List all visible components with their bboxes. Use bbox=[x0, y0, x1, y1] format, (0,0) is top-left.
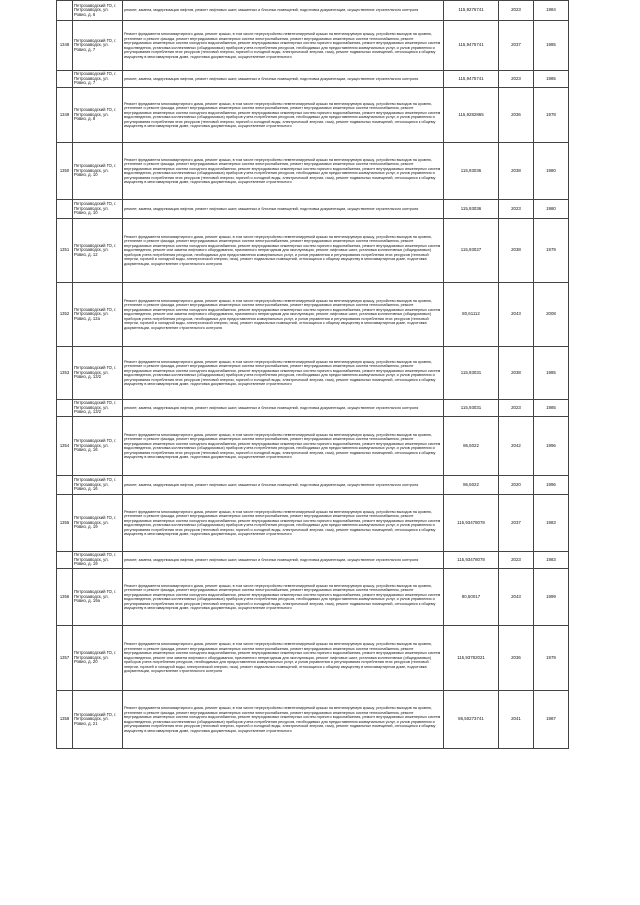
build-year-cell: 1985 bbox=[534, 400, 569, 417]
address-cell: Петрозаводский ГО, г. Петрозаводск, ул. Ровио, д. 13/2 bbox=[73, 347, 123, 400]
build-year-cell: 1987 bbox=[534, 691, 569, 749]
row-number-cell: 1354 bbox=[57, 417, 73, 476]
planned-year-cell: 2020 bbox=[499, 476, 534, 495]
work-type-cell: ремонт, замена, модернизация лифтов, ремонт лифтовых шахт, машинных и блочных помещений, подготовка документации, осуществление строительного контроля bbox=[123, 400, 444, 417]
build-year-cell: 1984 bbox=[534, 1, 569, 21]
area-value-cell: 115,93031 bbox=[444, 347, 499, 400]
planned-year-cell: 2043 bbox=[499, 569, 534, 626]
address-cell: Петрозаводский ГО, г. Петрозаводск, ул. Ровио, д. 21 bbox=[73, 691, 123, 749]
area-value-cell: 115,9282865 bbox=[444, 88, 499, 143]
planned-year-cell: 2037 bbox=[499, 495, 534, 552]
address-cell: Петрозаводский ГО, г. Петрозаводск, ул. Ровио, д. 6 bbox=[73, 1, 123, 21]
row-number-cell: 1350 bbox=[57, 143, 73, 200]
row-number-cell bbox=[57, 476, 73, 495]
table-row bbox=[57, 691, 569, 749]
build-year-cell: 1985 bbox=[534, 347, 569, 400]
row-number-cell: 1348 bbox=[57, 21, 73, 71]
address-cell: Петрозаводский ГО, г. Петрозаводск, ул. Ровио, д. 16 bbox=[73, 417, 123, 476]
planned-year-cell: 2041 bbox=[499, 691, 534, 749]
row-number-cell: 1352 bbox=[57, 283, 73, 347]
planned-year-cell: 2037 bbox=[499, 21, 534, 71]
area-value-cell: 86,5022 bbox=[444, 476, 499, 495]
address-cell: Петрозаводский ГО, г. Петрозаводск, ул. Ровио, д. 19 bbox=[73, 495, 123, 552]
area-value-cell: 115,9475741 bbox=[444, 21, 499, 71]
work-type-cell: Ремонт фундамента многоквартирного дома, ремонт крыши, в том числе переустройство невентилируемой крыши на вентилируемую крышу, устройство выходов на кровлю, утепление и ремонт фасада, ремонт внутридомовых инженерных систем электроснабжения, ремонт внутридомовых инженерных систем теплоснабжения, ремонт внутридомовых инженерных систем холодного водоснабжения, ремонт внутридомовых инженерных систем горячего водоснабжения, ремонт внутридомовых инженерных систем водоотведения, установка коллективных (общедомовых) приборов учета потребления ресурсов, необходимых для предоставления коммунальных услуг, и узлов управления и регулирования потребления этих ресурсов (тепловой энергии, горячей и холодной воды, электрической энергии, газа), ремонт подвальных помещений, относящихся к общему имуществу в многоквартирном доме, подготовка документации, осуществление строительного bbox=[123, 21, 444, 71]
work-type-cell: ремонт, замена, модернизация лифтов, ремонт лифтовых шахт, машинных и блочных помещений, подготовка документации, осуществление строительного контроля bbox=[123, 552, 444, 569]
build-year-cell: 1985 bbox=[534, 21, 569, 71]
row-number-cell bbox=[57, 400, 73, 417]
build-year-cell: 1983 bbox=[534, 495, 569, 552]
build-year-cell: 1985 bbox=[534, 71, 569, 88]
table-row bbox=[57, 283, 569, 347]
planned-year-cell: 2036 bbox=[499, 88, 534, 143]
work-type-cell: Ремонт фундамента многоквартирного дома, ремонт крыши, в том числе переустройство невентилируемой крыши на вентилируемую крышу, устройство выходов на кровлю, утепление и ремонт фасада, ремонт внутридомовых инженерных систем электроснабжения, ремонт внутридомовых инженерных систем теплоснабжения, ремонт внутридомовых инженерных систем холодного водоснабжения, ремонт внутридомовых инженерных систем горячего водоснабжения, ремонт внутридомовых инженерных систем водоотведения, установка коллективных (общедомовых) приборов учета потребления ресурсов, необходимых для предоставления коммунальных услуг, и узлов управления и регулирования потребления этих ресурсов (тепловой энергии, горячей и холодной воды, электрической энергии, газа), ремонт подвальных помещений, относящихся к общему имуществу в многоквартирном доме, подготовка документации, осуществление строительного bbox=[123, 417, 444, 476]
area-value-cell: 115,93478078 bbox=[444, 495, 499, 552]
address-cell: Петрозаводский ГО, г. Петрозаводск, ул. Ровио, д. 10 bbox=[73, 200, 123, 219]
table-row bbox=[57, 71, 569, 88]
build-year-cell: 1979 bbox=[534, 626, 569, 691]
address-cell: Петрозаводский ГО, г. Петрозаводск, ул. Ровио, д. 19а bbox=[73, 569, 123, 626]
table-row bbox=[57, 1, 569, 21]
address-cell: Петрозаводский ГО, г. Петрозаводск, ул. Ровио, д. 7 bbox=[73, 71, 123, 88]
table-row bbox=[57, 626, 569, 691]
planned-year-cell: 2023 bbox=[499, 400, 534, 417]
build-year-cell: 1999 bbox=[534, 569, 569, 626]
build-year-cell: 1996 bbox=[534, 417, 569, 476]
area-value-cell: 115,93036 bbox=[444, 143, 499, 200]
address-cell: Петрозаводский ГО, г. Петрозаводск, ул. Ровио, д. 10 bbox=[73, 143, 123, 200]
table-row bbox=[57, 400, 569, 417]
address-cell: Петрозаводский ГО, г. Петрозаводск, ул. Ровио, д. 13/2 bbox=[73, 400, 123, 417]
address-cell: Петрозаводский ГО, г. Петрозаводск, ул. Ровио, д. 7 bbox=[73, 21, 123, 71]
area-value-cell: 115,93036 bbox=[444, 200, 499, 219]
planned-year-cell: 2023 bbox=[499, 71, 534, 88]
address-cell: Петрозаводский ГО, г. Петрозаводск, ул. Ровио, д. 12а bbox=[73, 283, 123, 347]
work-type-cell: Ремонт фундамента многоквартирного дома, ремонт крыши, в том числе переустройство невентилируемой крыши на вентилируемую крышу, устройство выходов на кровлю, утепление и ремонт фасада, ремонт внутридомовых инженерных систем электроснабжения, ремонт внутридомовых инженерных систем теплоснабжения, ремонт внутридомовых инженерных систем холодного водоснабжения, ремонт внутридомовых инженерных систем горячего водоснабжения, ремонт внутридомовых инженерных систем водоотведения, ремонт или замена лифтового оборудования, признанного непригодным для эксплуатации, ремонт лифтовых шахт, установка коллективных (общедомовых) приборов учета потребления ресурсов, необходимых для предоставления коммунальных услуг, и узлов управления и регулирования потребления этих ресурсов (тепловой энергии, горячей и холодной воды, электрической энергии, газа), ремонт подвальных помещений, относящихся к общему имуществу в многоквартирном доме, подготовка документации, осуществление строительного контроля bbox=[123, 626, 444, 691]
work-type-cell: ремонт, замена, модернизация лифтов, ремонт лифтовых шахт, машинных и блочных помещений, подготовка документации, осуществление строительного контроля bbox=[123, 476, 444, 495]
table-row bbox=[57, 495, 569, 552]
area-value-cell: 115,93031 bbox=[444, 400, 499, 417]
build-year-cell: 1980 bbox=[534, 143, 569, 200]
area-value-cell: 80,50017 bbox=[444, 569, 499, 626]
build-year-cell: 2008 bbox=[534, 283, 569, 347]
work-type-cell: Ремонт фундамента многоквартирного дома, ремонт крыши, в том числе переустройство невентилируемой крыши на вентилируемую крышу, устройство выходов на кровлю, утепление и ремонт фасада, ремонт внутридомовых инженерных систем электроснабжения, ремонт внутридомовых инженерных систем теплоснабжения, ремонт внутридомовых инженерных систем холодного водоснабжения, ремонт внутридомовых инженерных систем горячего водоснабжения, ремонт внутридомовых инженерных систем водоотведения, установка коллективных (общедомовых) приборов учета потребления ресурсов, необходимых для предоставления коммунальных услуг, и узлов управления и регулирования потребления этих ресурсов (тепловой энергии, горячей и холодной воды, электрической энергии, газа), ремонт подвальных помещений, относящихся к общему имуществу в многоквартирном доме, подготовка документации, осуществление строительного bbox=[123, 88, 444, 143]
table-row bbox=[57, 219, 569, 283]
row-number-cell bbox=[57, 1, 73, 21]
table-row bbox=[57, 200, 569, 219]
address-cell: Петрозаводский ГО, г. Петрозаводск, ул. Ровио, д. 19 bbox=[73, 552, 123, 569]
row-number-cell bbox=[57, 200, 73, 219]
build-year-cell: 1980 bbox=[534, 200, 569, 219]
table-row bbox=[57, 569, 569, 626]
work-type-cell: ремонт, замена, модернизация лифтов, ремонт лифтовых шахт, машинных и блочных помещений, подготовка документации, осуществление строительного контроля bbox=[123, 71, 444, 88]
row-number-cell: 1349 bbox=[57, 88, 73, 143]
work-type-cell: Ремонт фундамента многоквартирного дома, ремонт крыши, в том числе переустройство невентилируемой крыши на вентилируемую крышу, устройство выходов на кровлю, утепление и ремонт фасада, ремонт внутридомовых инженерных систем электроснабжения, ремонт внутридомовых инженерных систем теплоснабжения, ремонт внутридомовых инженерных систем холодного водоснабжения, ремонт внутридомовых инженерных систем горячего водоснабжения, ремонт внутридомовых инженерных систем водоотведения, установка коллективных (общедомовых) приборов учета потребления ресурсов, необходимых для предоставления коммунальных услуг, и узлов управления и регулирования потребления этих ресурсов (тепловой энергии, горячей и холодной воды, электрической энергии, газа), ремонт подвальных помещений, относящихся к общему имуществу в многоквартирном доме, подготовка документации, осуществление строительного bbox=[123, 569, 444, 626]
table-row bbox=[57, 143, 569, 200]
planned-year-cell: 2038 bbox=[499, 219, 534, 283]
planned-year-cell: 2043 bbox=[499, 283, 534, 347]
work-type-cell: Ремонт фундамента многоквартирного дома, ремонт крыши, в том числе переустройство невентилируемой крыши на вентилируемую крышу, устройство выходов на кровлю, утепление и ремонт фасада, ремонт внутридомовых инженерных систем электроснабжения, ремонт внутридомовых инженерных систем теплоснабжения, ремонт внутридомовых инженерных систем холодного водоснабжения, ремонт внутридомовых инженерных систем горячего водоснабжения, ремонт внутридомовых инженерных систем водоотведения, установка коллективных (общедомовых) приборов учета потребления ресурсов, необходимых для предоставления коммунальных услуг, и узлов управления и регулирования потребления этих ресурсов (тепловой энергии, горячей и холодной воды, электрической энергии, газа), ремонт подвальных помещений, относящихся к общему имуществу в многоквартирном доме, подготовка документации, осуществление строительного bbox=[123, 495, 444, 552]
planned-year-cell: 2038 bbox=[499, 143, 534, 200]
row-number-cell: 1351 bbox=[57, 219, 73, 283]
work-type-cell: Ремонт фундамента многоквартирного дома, ремонт крыши, в том числе переустройство невентилируемой крыши на вентилируемую крышу, устройство выходов на кровлю, утепление и ремонт фасада, ремонт внутридомовых инженерных систем электроснабжения, ремонт внутридомовых инженерных систем теплоснабжения, ремонт внутридомовых инженерных систем холодного водоснабжения, ремонт внутридомовых инженерных систем горячего водоснабжения, ремонт внутридомовых инженерных систем водоотведения, установка коллективных (общедомовых) приборов учета потребления ресурсов, необходимых для предоставления коммунальных услуг, и узлов управления и регулирования потребления этих ресурсов (тепловой энергии, горячей и холодной воды, электрической энергии, газа), ремонт подвальных помещений, относящихся к общему имуществу в многоквартирном доме, подготовка документации, осуществление строительного bbox=[123, 347, 444, 400]
row-number-cell: 1355 bbox=[57, 495, 73, 552]
table-row bbox=[57, 21, 569, 71]
row-number-cell bbox=[57, 552, 73, 569]
row-number-cell: 1356 bbox=[57, 569, 73, 626]
work-type-cell: ремонт, замена, модернизация лифтов, ремонт лифтовых шахт, машинных и блочных помещений, подготовка документации, осуществление строительного контроля bbox=[123, 1, 444, 21]
address-cell: Петрозаводский ГО, г. Петрозаводск, ул. Ровио, д. 8 bbox=[73, 88, 123, 143]
planned-year-cell: 2023 bbox=[499, 1, 534, 21]
document-page bbox=[56, 0, 568, 870]
area-value-cell: 115,93027 bbox=[444, 219, 499, 283]
table-row bbox=[57, 552, 569, 569]
area-value-cell: 115,9276741 bbox=[444, 1, 499, 21]
planned-year-cell: 2036 bbox=[499, 626, 534, 691]
table-row bbox=[57, 476, 569, 495]
area-value-cell: 80,61112 bbox=[444, 283, 499, 347]
row-number-cell: 1358 bbox=[57, 691, 73, 749]
address-cell: Петрозаводский ГО, г. Петрозаводск, ул. Ровио, д. 16 bbox=[73, 476, 123, 495]
row-number-cell: 1353 bbox=[57, 347, 73, 400]
area-value-cell: 86,5022 bbox=[444, 417, 499, 476]
table-row bbox=[57, 88, 569, 143]
build-year-cell: 1996 bbox=[534, 476, 569, 495]
work-type-cell: Ремонт фундамента многоквартирного дома, ремонт крыши, в том числе переустройство невентилируемой крыши на вентилируемую крышу, устройство выходов на кровлю, утепление и ремонт фасада, ремонт внутридомовых инженерных систем электроснабжения, ремонт внутридомовых инженерных систем теплоснабжения, ремонт внутридомовых инженерных систем холодного водоснабжения, ремонт внутридомовых инженерных систем горячего водоснабжения, ремонт внутридомовых инженерных систем водоотведения, ремонт или замена лифтового оборудования, признанного непригодным для эксплуатации, ремонт лифтовых шахт, установка коллективных (общедомовых) приборов учета потребления ресурсов, необходимых для предоставления коммунальных услуг, и узлов управления и регулирования потребления этих ресурсов (тепловой энергии, горячей и холодной воды, электрической энергии, газа), ремонт подвальных помещений, относящихся к общему имуществу в многоквартирном доме, подготовка документации, осуществление строительного контроля bbox=[123, 219, 444, 283]
build-year-cell: 1983 bbox=[534, 552, 569, 569]
table-body bbox=[57, 1, 569, 749]
table-row bbox=[57, 347, 569, 400]
planned-year-cell: 2042 bbox=[499, 417, 534, 476]
row-number-cell: 1357 bbox=[57, 626, 73, 691]
table-row bbox=[57, 417, 569, 476]
planned-year-cell: 2023 bbox=[499, 200, 534, 219]
area-value-cell: 115,93782021 bbox=[444, 626, 499, 691]
planned-year-cell: 2023 bbox=[499, 552, 534, 569]
work-type-cell: ремонт, замена, модернизация лифтов, ремонт лифтовых шахт, машинных и блочных помещений, подготовка документации, осуществление строительного контроля bbox=[123, 200, 444, 219]
capital-repair-table bbox=[56, 0, 569, 749]
build-year-cell: 1978 bbox=[534, 88, 569, 143]
work-type-cell: Ремонт фундамента многоквартирного дома, ремонт крыши, в том числе переустройство невентилируемой крыши на вентилируемую крышу, устройство выходов на кровлю, утепление и ремонт фасада, ремонт внутридомовых инженерных систем электроснабжения, ремонт внутридомовых инженерных систем теплоснабжения, ремонт внутридомовых инженерных систем холодного водоснабжения, ремонт внутридомовых инженерных систем горячего водоснабжения, ремонт внутридомовых инженерных систем водоотведения, установка коллективных (общедомовых) приборов учета потребления ресурсов, необходимых для предоставления коммунальных услуг, и узлов управления и регулирования потребления этих ресурсов (тепловой энергии, горячей и холодной воды, электрической энергии, газа), ремонт подвальных помещений, относящихся к общему имуществу в многоквартирном доме, подготовка документации, осуществление строительного bbox=[123, 691, 444, 749]
area-value-cell: 115,93478078 bbox=[444, 552, 499, 569]
build-year-cell: 1979 bbox=[534, 219, 569, 283]
row-number-cell bbox=[57, 71, 73, 88]
area-value-cell: 86,50273741 bbox=[444, 691, 499, 749]
address-cell: Петрозаводский ГО, г. Петрозаводск, ул. Ровио, д. 20 bbox=[73, 626, 123, 691]
address-cell: Петрозаводский ГО, г. Петрозаводск, ул. Ровио, д. 12 bbox=[73, 219, 123, 283]
planned-year-cell: 2038 bbox=[499, 347, 534, 400]
work-type-cell: Ремонт фундамента многоквартирного дома, ремонт крыши, в том числе переустройство невентилируемой крыши на вентилируемую крышу, устройство выходов на кровлю, утепление и ремонт фасада, ремонт внутридомовых инженерных систем электроснабжения, ремонт внутридомовых инженерных систем теплоснабжения, ремонт внутридомовых инженерных систем холодного водоснабжения, ремонт внутридомовых инженерных систем горячего водоснабжения, ремонт внутридомовых инженерных систем водоотведения, ремонт или замена лифтового оборудования, признанного непригодным для эксплуатации, ремонт лифтовых шахт, установка коллективных (общедомовых) приборов учета потребления ресурсов, необходимых для предоставления коммунальных услуг, и узлов управления и регулирования потребления этих ресурсов (тепловой энергии, горячей и холодной воды, электрической энергии, газа), ремонт подвальных помещений, относящихся к общему имуществу в многоквартирном доме, подготовка документации, осуществление строительного контроля bbox=[123, 283, 444, 347]
area-value-cell: 115,9475741 bbox=[444, 71, 499, 88]
work-type-cell: Ремонт фундамента многоквартирного дома, ремонт крыши, в том числе переустройство невентилируемой крыши на вентилируемую крышу, устройство выходов на кровлю, утепление и ремонт фасада, ремонт внутридомовых инженерных систем электроснабжения, ремонт внутридомовых инженерных систем теплоснабжения, ремонт внутридомовых инженерных систем холодного водоснабжения, ремонт внутридомовых инженерных систем горячего водоснабжения, ремонт внутридомовых инженерных систем водоотведения, установка коллективных (общедомовых) приборов учета потребления ресурсов, необходимых для предоставления коммунальных услуг, и узлов управления и регулирования потребления этих ресурсов (тепловой энергии, горячей и холодной воды, электрической энергии, газа), ремонт подвальных помещений, относящихся к общему имуществу в многоквартирном доме, подготовка документации, осуществление строительного bbox=[123, 143, 444, 200]
